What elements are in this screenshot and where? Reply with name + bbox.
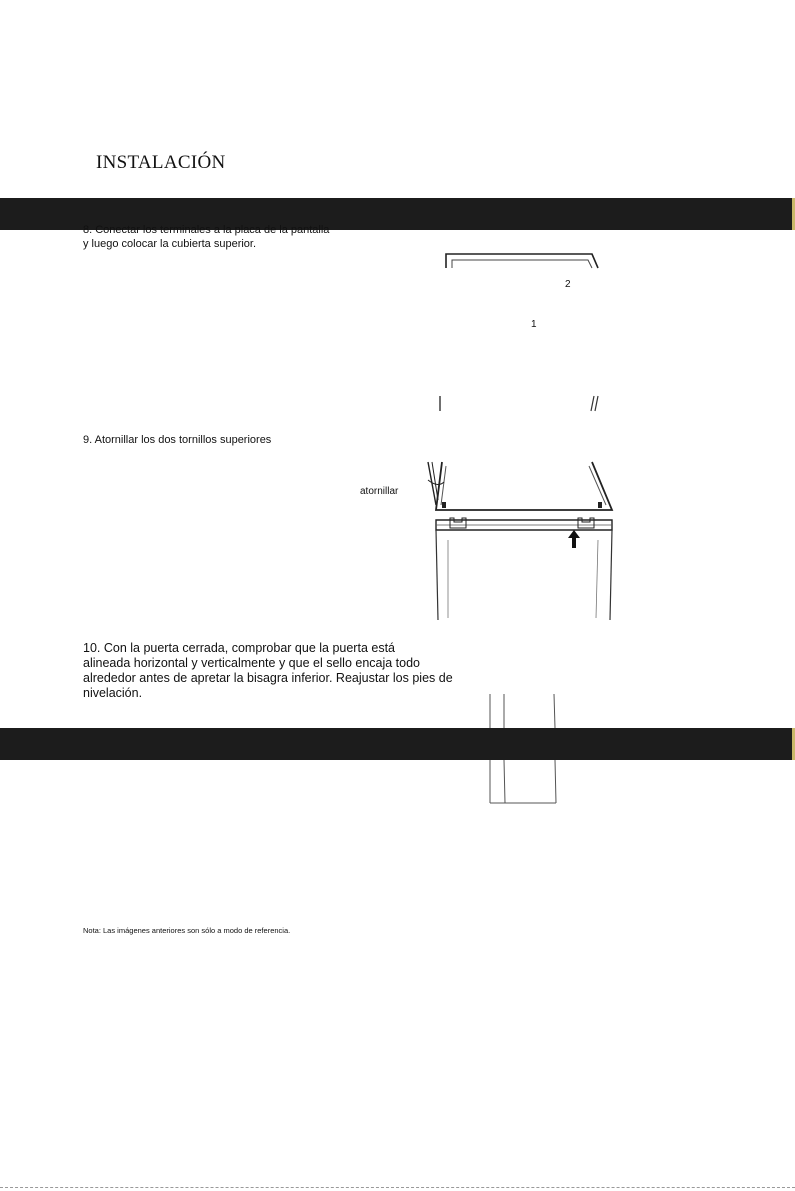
- step-8-line-1: 8. Conectar los terminales a la placa de la pantalla: [83, 224, 330, 236]
- figure-label-1: 1: [531, 319, 537, 330]
- step-10-line-2: alineada horizontal y verticalmente y que el sello encaja todo: [83, 656, 421, 670]
- step-10-line-1: 10. Con la puerta cerrada, comprobar que la puerta está: [83, 641, 395, 655]
- figure-label-2: 2: [565, 279, 571, 290]
- step-9-text: 9. Atornillar los dos tornillos superiores: [83, 434, 272, 446]
- bottom-rule: [0, 1187, 795, 1188]
- step-10-line-4: nivelación.: [83, 686, 143, 700]
- reference-note: Nota: Las imágenes anteriores son sólo a modo de referencia.: [83, 926, 291, 935]
- step-10-line-3: alrededor antes de apretar la bisagra inferior. Reajustar los pies de: [83, 671, 453, 685]
- page-title: INSTALACIÓN: [96, 152, 226, 173]
- step-8-line-2: y luego colocar la cubierta superior.: [83, 238, 257, 250]
- figure-label-screw: atornillar: [360, 486, 399, 497]
